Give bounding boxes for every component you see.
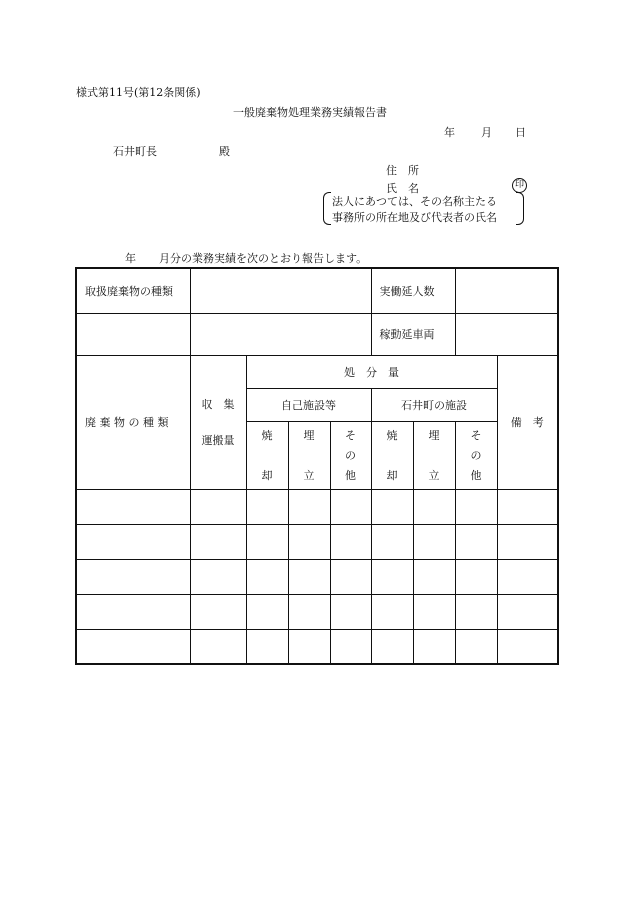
name-label: 氏 名 (386, 182, 419, 195)
table-row (76, 524, 558, 559)
seal-mark: 印 (512, 178, 527, 193)
vehicle-days-field[interactable] (455, 313, 558, 355)
waste-type-handled-label: 取扱廃棄物の種類 (76, 268, 190, 313)
corporate-note-line-2: 事務所の所在地及び代表者の氏名 (332, 211, 497, 224)
header-row-1 (76, 355, 558, 388)
table-row (76, 489, 558, 524)
bracket-left (323, 192, 331, 225)
own-landfill-header: 埋 立 (288, 421, 330, 489)
addressee: 石井町長 (113, 145, 157, 158)
summary-row-2 (76, 313, 558, 355)
waste-type-handled-field-2[interactable] (76, 313, 190, 355)
remarks-header: 備 考 (497, 355, 558, 489)
table-row (76, 594, 558, 629)
town-landfill-header: 埋 立 (413, 421, 455, 489)
corporate-note (323, 192, 524, 225)
date-year-label: 年 (444, 126, 455, 139)
report-table (75, 267, 559, 665)
corporate-note-line-1: 法人にあつては、その名称主たる (332, 195, 497, 208)
own-facility-header: 自己施設等 (246, 388, 371, 421)
town-incineration-header: 焼 却 (371, 421, 413, 489)
summary-row-1 (76, 268, 558, 313)
collection-header-line-2: 運搬量 (201, 434, 235, 447)
date-day-label: 日 (515, 126, 526, 139)
honorific: 殿 (219, 145, 230, 158)
intro-year-label: 年 (125, 252, 136, 265)
table-row (76, 559, 558, 594)
address-label: 住 所 (386, 164, 419, 177)
table-row (76, 629, 558, 664)
own-other-header: そ の 他 (330, 421, 371, 489)
form-number: 様式第11号(第12条関係) (76, 86, 201, 99)
collection-header-line-1: 収 集 (201, 398, 235, 411)
worker-days-label: 実働延人数 (371, 268, 455, 313)
town-facility-header: 石井町の施設 (371, 388, 497, 421)
intro-sentence: 月分の業務実績を次のとおり報告します。 (159, 252, 368, 265)
waste-type-handled-field[interactable] (190, 268, 371, 313)
date-month-label: 月 (481, 126, 492, 139)
disposal-amount-header: 処 分 量 (246, 355, 497, 388)
summary-blank-field[interactable] (190, 313, 371, 355)
town-other-header: そ の 他 (455, 421, 497, 489)
worker-days-field[interactable] (455, 268, 558, 313)
own-incineration-header: 焼 却 (246, 421, 288, 489)
collection-header (190, 355, 246, 489)
document-title: 一般廃棄物処理業務実績報告書 (233, 106, 387, 119)
vehicle-days-label: 稼動延車両 (371, 313, 455, 355)
waste-type-header: 廃 棄 物 の 種 類 (76, 355, 190, 489)
bracket-right (516, 192, 524, 225)
